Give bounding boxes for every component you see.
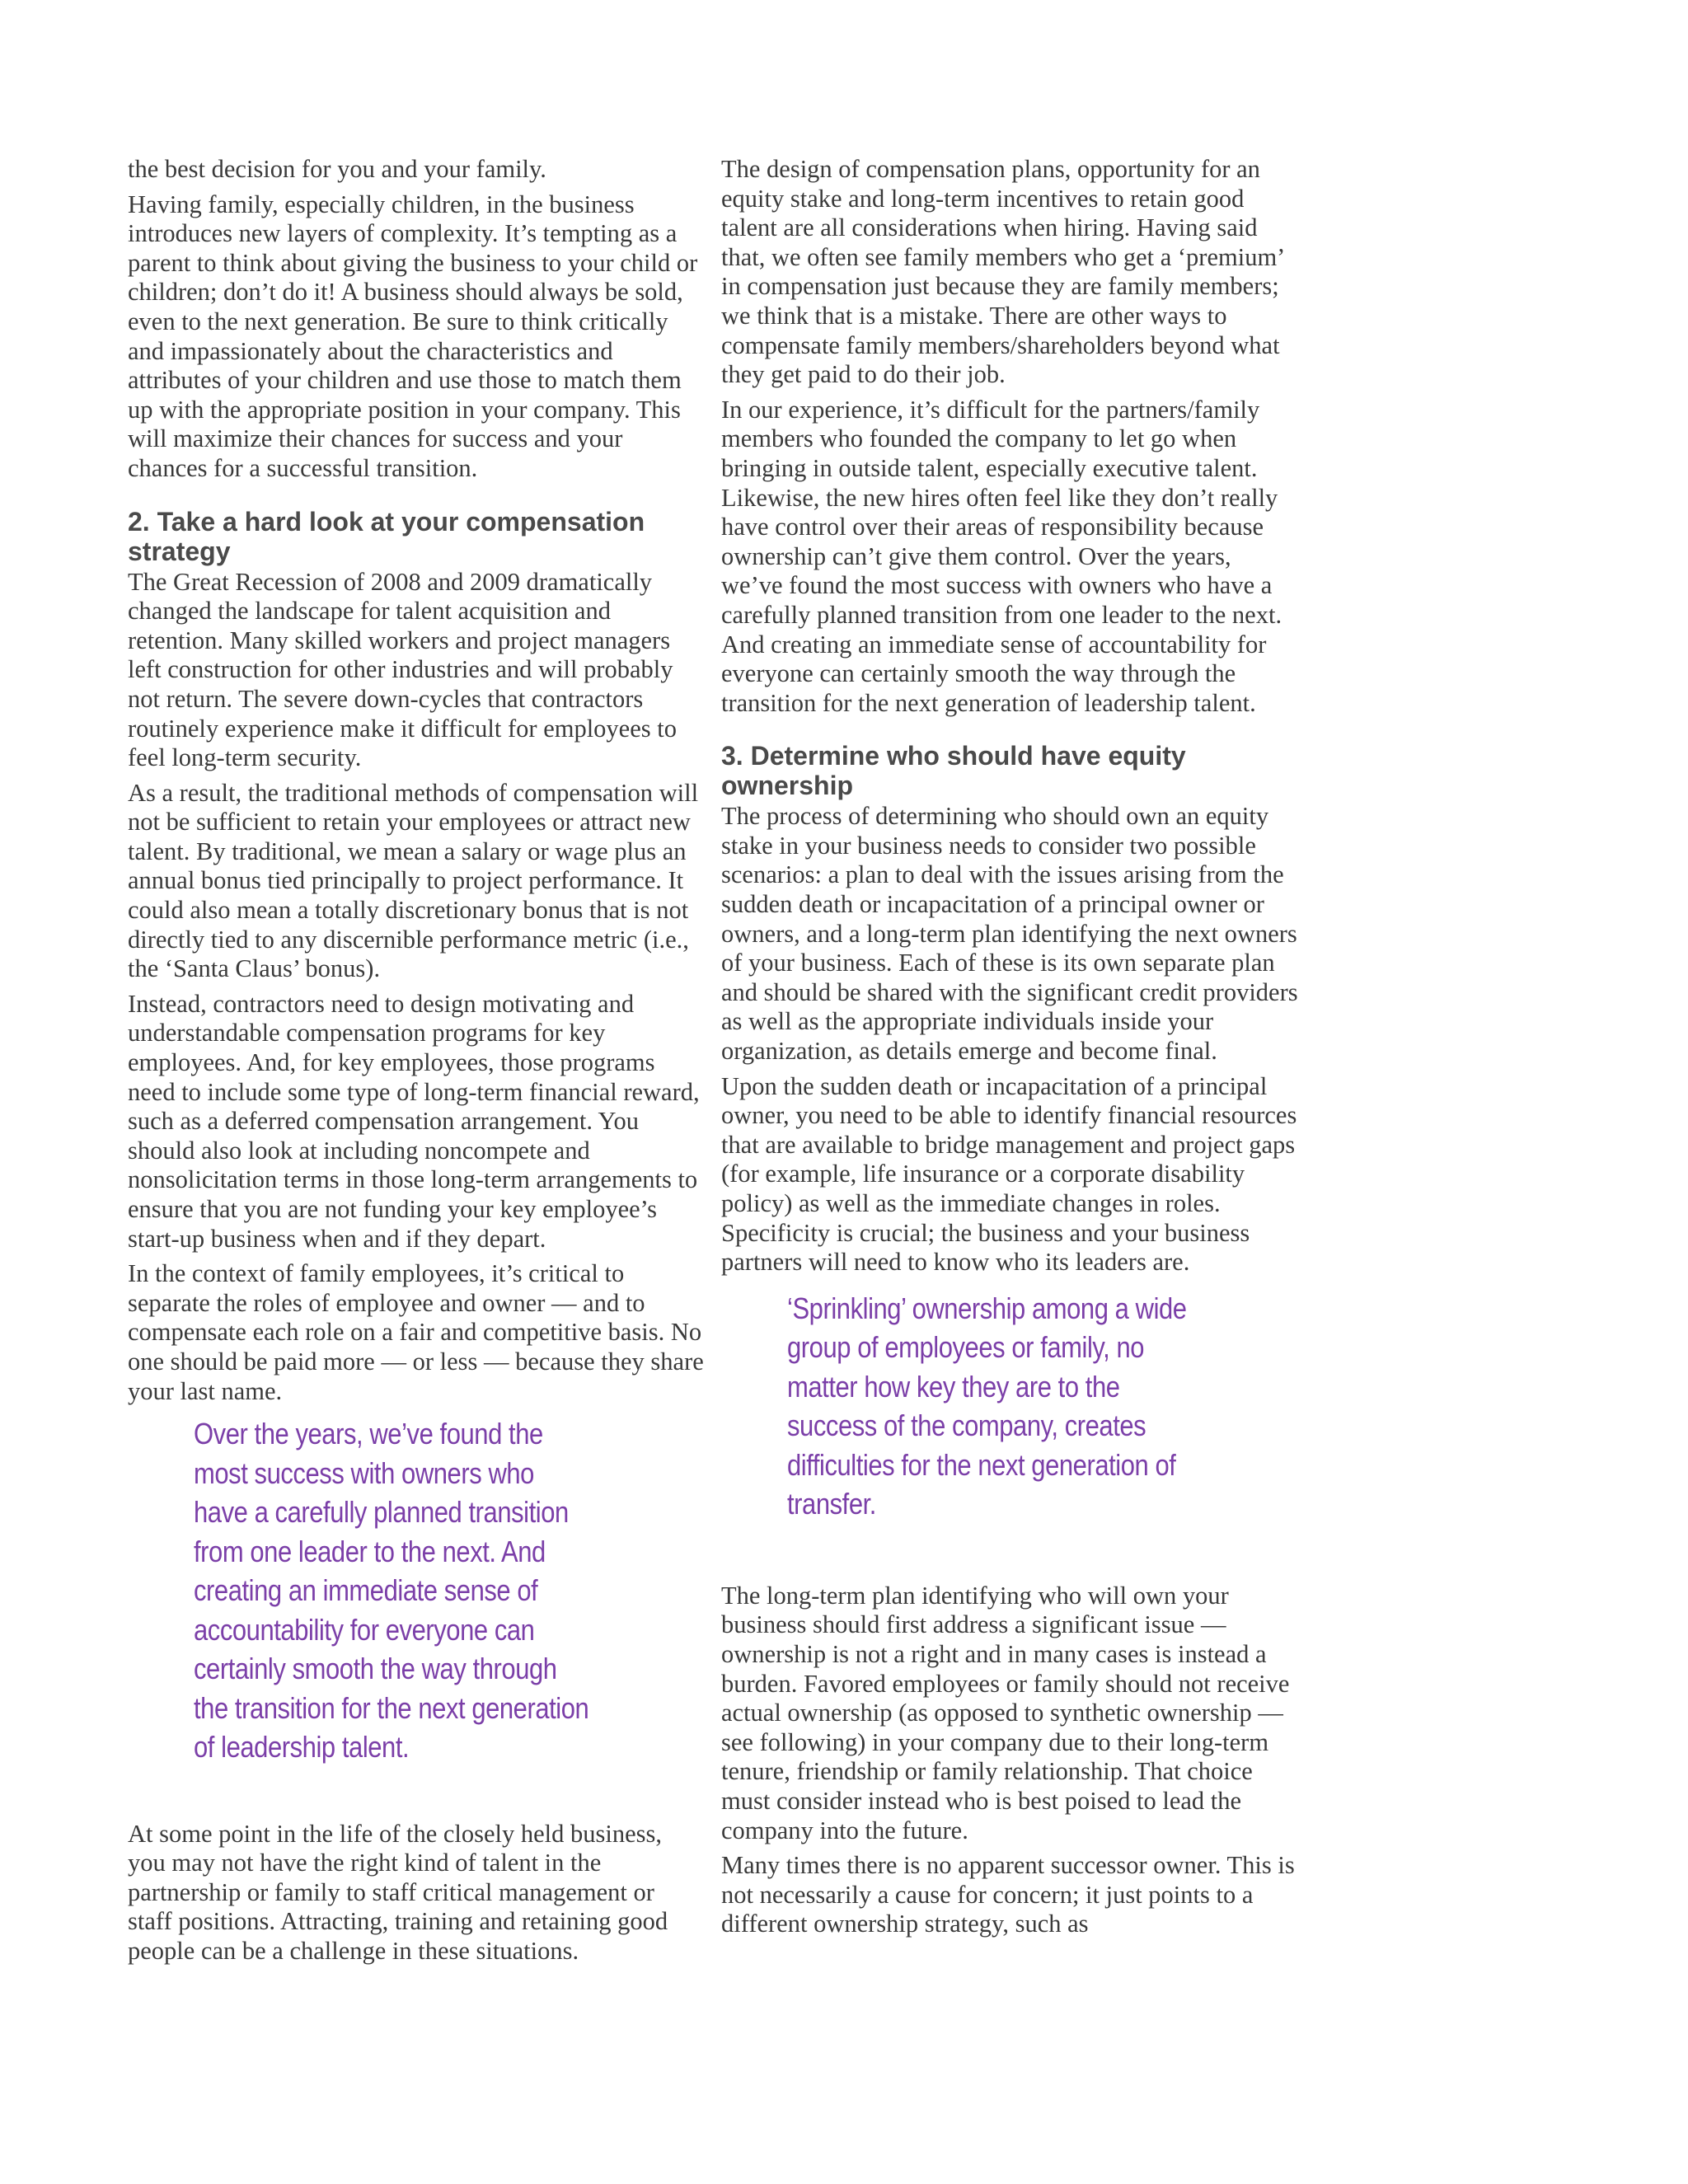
right-column xyxy=(721,155,1298,1945)
left-paragraph-5: In the context of family employees, it’s critical to separate the roles of employee and owner — and to compensate each role on a fair and competitive basis. No one should be paid more — or less — because they share your last name. xyxy=(128,1259,704,1405)
section-heading-3: 3. Determine who should have equity ownership xyxy=(721,741,1186,801)
left-paragraph-6: At some point in the life of the closely held business, you may not have the right kind of talent in the partnership or family to staff critical management or staff positions. Attracting, training and retaining good people can be a challenge in these situations. xyxy=(128,1819,668,1966)
left-pullquote: Over the years, we’ve found the most success with owners who have a carefully planned transition from one leader to the next. And creating an immediate sense of accountability for everyone can certainly smooth the way through the transition for the next generation of leadership talent. xyxy=(194,1417,589,1765)
right-paragraph-3: The process of determining who should own an equity stake in your business needs to consider two possible scenarios: a plan to deal with the issues arising from the sudden death or incapacitation of a principal owner or owners, and a long-term plan identifying the next owners of your business. Each of these is its own separate plan and should be shared with the significant credit providers as well as the appropriate individuals inside your organization, as details emerge and become final. xyxy=(721,802,1298,1066)
left-paragraph-0: the best decision for you and your family. xyxy=(128,155,546,183)
left-paragraph-4: Instead, contractors need to design motivating and understandable compensation programs for key employees. And, for key employees, those programs need to include some type of long-term financial reward, such as a deferred compensation arrangement. You should also look at including noncompete and nonsolicitation terms in those long-term arrangements to ensure that you are not funding your key employee’s start-up business when and if they depart. xyxy=(128,989,700,1253)
left-paragraph-3: As a result, the traditional methods of compensation will not be sufficient to retain your employees or attract new talent. By traditional, we mean a salary or wage plus an annual bonus tied principally to project performance. It could also mean a totally discretionary bonus that is not directly tied to any discernible performance metric (i.e., the ‘Santa Claus’ bonus). xyxy=(128,778,699,983)
right-pullquote: ‘Sprinkling’ ownership among a wide group of employees or family, no matter how key they are to the success of the company, creates difficulties for the next generation of transfer. xyxy=(787,1291,1187,1521)
left-paragraph-2: The Great Recession of 2008 and 2009 dramatically changed the landscape for talent acquisition and retention. Many skilled workers and project managers left construction for other industries and will probably not return. The severe down-cycles that contractors routinely experience make it difficult for employees to feel long-term security. xyxy=(128,567,677,772)
right-paragraph-6: Many times there is no apparent successor owner. This is not necessarily a cause for concern; it just points to a different ownership strategy, such as xyxy=(721,1851,1295,1938)
right-paragraph-5: The long-term plan identifying who will own your business should first address a significant issue — ownership is not a right and in many cases is instead a burden. Favored employees or family should not receive actual ownership (as opposed to synthetic ownership — see following) in your company due to their long-term tenure, friendship or family relationship. That choice must consider instead who is best poised to lead the company into the future. xyxy=(721,1581,1290,1844)
right-paragraph-2: In our experience, it’s difficult for the partners/family members who founded the company to let go when bringing in outside talent, especially executive talent. Likewise, the new hires often feel like they don’t really have control over their areas of responsibility because ownership can’t give them control. Over the years, we’ve found the most success with owners who have a carefully planned transition from one leader to the next. And creating an immediate sense of accountability for everyone can certainly smooth the way through the transition for the next generation of leadership talent. xyxy=(721,395,1282,717)
left-column xyxy=(128,155,705,1972)
right-paragraph-4: Upon the sudden death or incapacitation of a principal owner, you need to be able to identify financial resources that are available to bridge management and project gaps (for example, life insurance or a corporate disability policy) as well as the immediate changes in roles. Specificity is crucial; the business and your business partners will need to know who its leaders are. xyxy=(721,1071,1297,1277)
right-paragraph-1: The design of compensation plans, opportunity for an equity stake and long-term incentives to retain good talent are all considerations when hiring. Having said that, we often see family members who get a ‘premium’ in compensation just because they are family members; we think that is a mistake. There are other ways to compensate family members/shareholders beyond what they get paid to do their job. xyxy=(721,155,1284,389)
section-heading-2: 2. Take a hard look at your compensation strategy xyxy=(128,506,645,566)
left-paragraph-1: Having family, especially children, in the business introduces new layers of complexity. It’s tempting as a parent to think about giving the business to your child or children; don’t do it! A business should always be sold, even to the next generation. Be sure to think critically and impassionately about the characteristics and attributes of your children and use those to match them up with the appropriate position in your company. This will maximize their chances for success and your chances for a successful transition. xyxy=(128,190,698,482)
